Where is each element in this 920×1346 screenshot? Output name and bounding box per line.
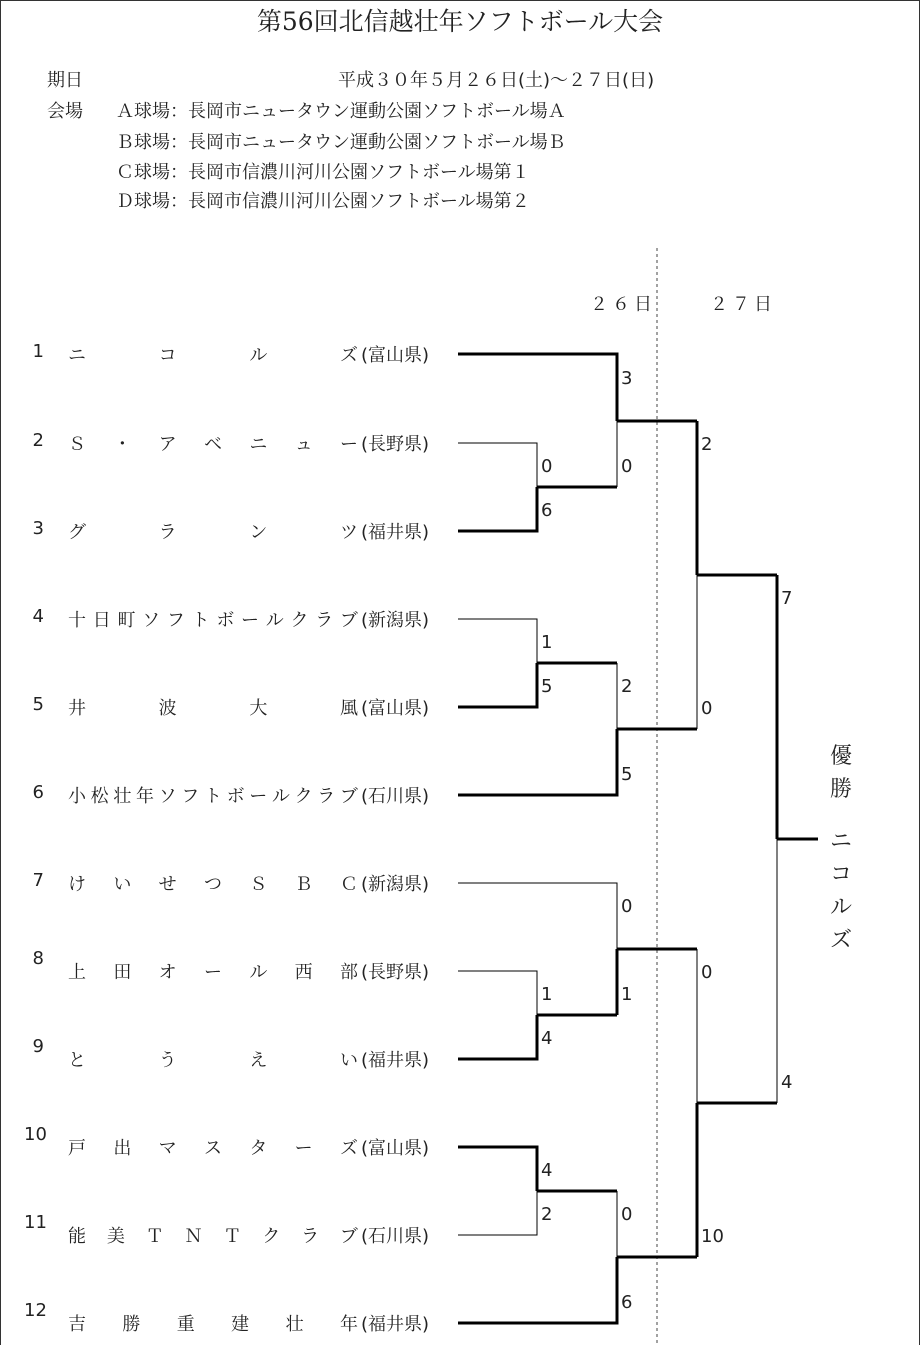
team-number: 11 (24, 1212, 47, 1233)
date-value: 平成３０年５月２６日(土)～２７日(日) (338, 70, 655, 91)
score-sf-b-top: 0 (701, 962, 713, 983)
score-r2-a-bot: 0 (621, 456, 633, 477)
team-number: 7 (32, 870, 44, 891)
score-r2-a-top: 3 (621, 368, 633, 389)
team-number: 1 (32, 341, 44, 362)
team-number: 2 (32, 430, 44, 451)
team-prefecture: (富山県) (360, 1138, 429, 1159)
team-prefecture: (石川県) (360, 1226, 429, 1247)
score-r2-d-top: 0 (621, 1204, 633, 1225)
score-r1-a-bot: 6 (541, 500, 553, 521)
score-r1-c-bot: 4 (541, 1028, 553, 1049)
venue-c: Ｃ球場：長岡市信濃川河川公園ソフトボール場第１ (116, 162, 530, 183)
team-name: 十 日 町 ソ フ ト ボ ー ル ク ラ ブ (68, 610, 358, 631)
score-sf-b-bot: 10 (701, 1226, 724, 1247)
team-number: 3 (32, 518, 44, 539)
team-number: 9 (32, 1036, 44, 1057)
team-prefecture: (富山県) (360, 698, 429, 719)
page-title: 第56回北信越壮年ソフトボール大会 (256, 7, 664, 36)
venue-label: 会場 (47, 101, 83, 122)
team-prefecture: (新潟県) (360, 610, 429, 631)
score-r1-c-top: 1 (541, 984, 553, 1005)
venue-b: Ｂ球場：長岡市ニュータウン運動公園ソフトボール場Ｂ (116, 132, 566, 153)
team-number: 12 (24, 1300, 47, 1321)
champion-name: ニ コ ル ズ (829, 829, 852, 953)
team-number: 4 (32, 606, 44, 627)
team-number: 8 (32, 948, 44, 969)
team-name: 吉 勝 重 建 壮 年 (68, 1314, 358, 1335)
team-name: 能 美 Ｔ Ｎ Ｔ ク ラ ブ (68, 1226, 358, 1247)
team-name: 小 松 壮 年 ソ フ ト ボ ー ル ク ラ ブ (68, 786, 358, 807)
team-prefecture: (富山県) (360, 345, 429, 366)
score-r2-b-bot: 5 (621, 764, 633, 785)
team-number: 10 (24, 1124, 47, 1145)
team-prefecture: (長野県) (360, 962, 429, 983)
score-r2-c-bot: 1 (621, 984, 633, 1005)
score-sf-a-bot: 0 (701, 698, 713, 719)
venue-a: Ａ球場：長岡市ニュータウン運動公園ソフトボール場Ａ (116, 101, 566, 122)
team-number: 5 (32, 694, 44, 715)
score-r1-d-bot: 2 (541, 1204, 553, 1225)
score-sf-a-top: 2 (701, 434, 713, 455)
score-r1-a-top: 0 (541, 456, 553, 477)
team-name: ニ コ ル ズ (68, 345, 358, 366)
team-prefecture: (新潟県) (360, 874, 429, 895)
team-prefecture: (長野県) (360, 434, 429, 455)
team-name: 井 波 大 風 (68, 698, 358, 719)
score-final-top: 7 (781, 588, 793, 609)
champion-label: 優 勝 (829, 744, 852, 802)
team-name: け い せ つ Ｓ Ｂ Ｃ (68, 874, 358, 895)
score-r2-d-bot: 6 (621, 1292, 633, 1313)
team-prefecture: (石川県) (360, 786, 429, 807)
team-prefecture: (福井県) (360, 522, 429, 543)
day2-label: ２７日 (710, 294, 776, 315)
score-final-bot: 4 (781, 1072, 793, 1093)
team-name: と う え い (68, 1050, 358, 1071)
team-number: 6 (32, 782, 44, 803)
score-r2-c-top: 0 (621, 896, 633, 917)
venue-d: Ｄ球場：長岡市信濃川河川公園ソフトボール場第２ (116, 191, 530, 212)
day1-label: ２６日 (590, 294, 656, 315)
score-r1-b-top: 1 (541, 632, 553, 653)
team-name: 上 田 オ ー ル 西 部 (68, 962, 358, 983)
score-r1-b-bot: 5 (541, 676, 553, 697)
team-name: 戸 出 マ ス タ ー ズ (68, 1138, 358, 1159)
team-name: Ｓ ・ ア ベ ニ ュ ー (68, 434, 358, 455)
score-r1-d-top: 4 (541, 1160, 553, 1181)
team-name: グ ラ ン ツ (68, 522, 358, 543)
score-r2-b-top: 2 (621, 676, 633, 697)
team-prefecture: (福井県) (360, 1050, 429, 1071)
team-prefecture: (福井県) (360, 1314, 429, 1335)
date-label: 期日 (47, 70, 83, 91)
